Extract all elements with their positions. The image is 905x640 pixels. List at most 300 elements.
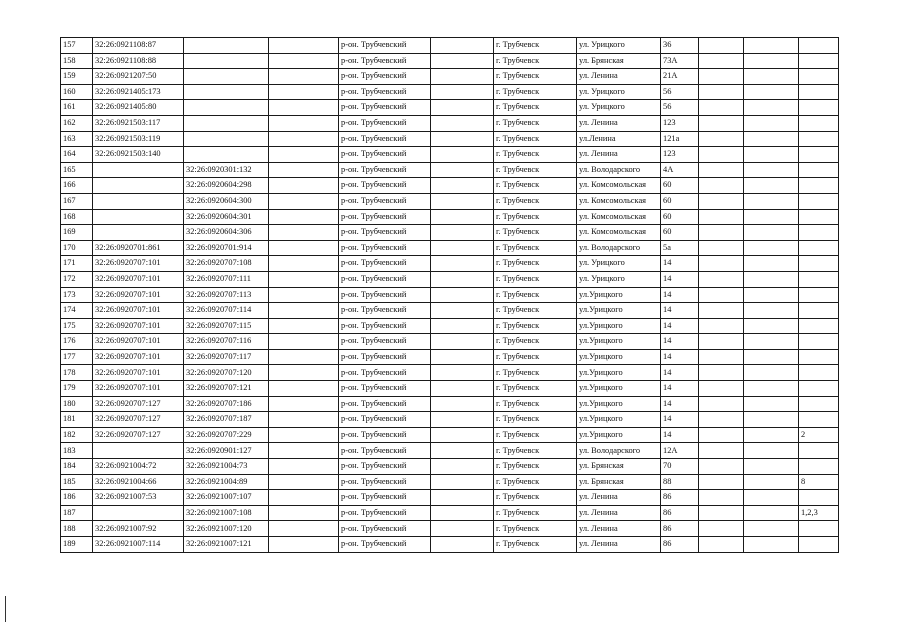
town-cell: г. Трубчевск [494,427,577,443]
district-cell: р-он. Трубчевский [339,490,431,506]
row-number-cell: 166 [61,178,93,194]
empty-cell-11 [744,381,799,397]
empty-cell-10 [699,38,744,54]
district-cell: р-он. Трубчевский [339,474,431,490]
town-cell: г. Трубчевск [494,474,577,490]
town-cell: г. Трубчевск [494,318,577,334]
town-cell: г. Трубчевск [494,443,577,459]
notes-cell: 2 [799,427,839,443]
cadastral-number-cell [93,209,184,225]
street-cell: ул. Комсомольская [577,193,661,209]
row-number-cell: 181 [61,412,93,428]
empty-cell-10 [699,115,744,131]
row-number-cell: 187 [61,505,93,521]
row-number-cell: 188 [61,521,93,537]
notes-cell [799,537,839,553]
cadastral-number-2-cell: 32:26:0921007:108 [184,505,269,521]
district-cell: р-он. Трубчевский [339,287,431,303]
town-cell: г. Трубчевск [494,271,577,287]
empty-cell-6 [431,147,494,163]
notes-cell [799,349,839,365]
empty-cell-4 [269,303,339,319]
empty-cell-10 [699,459,744,475]
empty-cell-10 [699,53,744,69]
table-row [61,38,839,54]
empty-cell-10 [699,505,744,521]
empty-cell-4 [269,412,339,428]
empty-cell-6 [431,178,494,194]
house-number-cell: 60 [661,209,699,225]
empty-cell-10 [699,427,744,443]
district-cell: р-он. Трубчевский [339,349,431,365]
row-number-cell: 169 [61,225,93,241]
cadastral-number-2-cell: 32:26:0920707:186 [184,396,269,412]
town-cell: г. Трубчевск [494,537,577,553]
empty-cell-10 [699,162,744,178]
street-cell: ул. Ленина [577,521,661,537]
table-row [61,131,839,147]
street-cell: ул.Урицкого [577,412,661,428]
notes-cell [799,412,839,428]
row-number-cell: 184 [61,459,93,475]
district-cell: р-он. Трубчевский [339,69,431,85]
empty-cell-4 [269,131,339,147]
cadastral-number-cell: 32:26:0921007:114 [93,537,184,553]
empty-cell-10 [699,240,744,256]
district-cell: р-он. Трубчевский [339,115,431,131]
house-number-cell: 86 [661,490,699,506]
district-cell: р-он. Трубчевский [339,178,431,194]
empty-cell-10 [699,131,744,147]
house-number-cell: 70 [661,459,699,475]
street-cell: ул.Ленина [577,131,661,147]
district-cell: р-он. Трубчевский [339,365,431,381]
notes-cell [799,381,839,397]
town-cell: г. Трубчевск [494,225,577,241]
empty-cell-6 [431,162,494,178]
cadastral-number-cell: 32:26:0921503:140 [93,147,184,163]
empty-cell-6 [431,490,494,506]
empty-cell-10 [699,443,744,459]
district-cell: р-он. Трубчевский [339,459,431,475]
empty-cell-4 [269,271,339,287]
notes-cell [799,318,839,334]
table-row [61,100,839,116]
town-cell: г. Трубчевск [494,193,577,209]
street-cell: ул.Урицкого [577,381,661,397]
empty-cell-6 [431,84,494,100]
empty-cell-4 [269,38,339,54]
street-cell: ул.Урицкого [577,396,661,412]
street-cell: ул.Урицкого [577,349,661,365]
empty-cell-6 [431,240,494,256]
notes-cell: 1,2,3 [799,505,839,521]
cadastral-number-cell [93,162,184,178]
cadastral-number-2-cell: 32:26:0920604:306 [184,225,269,241]
table-row [61,115,839,131]
cadastral-number-2-cell: 32:26:0920707:120 [184,365,269,381]
cadastral-number-2-cell: 32:26:0920707:108 [184,256,269,272]
town-cell: г. Трубчевск [494,303,577,319]
empty-cell-6 [431,474,494,490]
table-row [61,521,839,537]
empty-cell-4 [269,349,339,365]
empty-cell-6 [431,303,494,319]
cadastral-number-cell: 32:26:0920707:101 [93,256,184,272]
district-cell: р-он. Трубчевский [339,318,431,334]
house-number-cell: 14 [661,396,699,412]
notes-cell [799,131,839,147]
house-number-cell: 21А [661,69,699,85]
empty-cell-6 [431,287,494,303]
table-row [61,69,839,85]
empty-cell-6 [431,318,494,334]
cadastral-number-2-cell: 32:26:0920901:127 [184,443,269,459]
empty-cell-11 [744,537,799,553]
empty-cell-11 [744,427,799,443]
empty-cell-4 [269,443,339,459]
notes-cell [799,521,839,537]
cadastral-number-2-cell [184,131,269,147]
empty-cell-4 [269,256,339,272]
cadastral-number-cell: 32:26:0921503:119 [93,131,184,147]
empty-cell-10 [699,334,744,350]
town-cell: г. Трубчевск [494,53,577,69]
row-number-cell: 175 [61,318,93,334]
empty-cell-11 [744,53,799,69]
cadastral-number-2-cell: 32:26:0920701:914 [184,240,269,256]
row-number-cell: 176 [61,334,93,350]
street-cell: ул. Брянская [577,459,661,475]
notes-cell [799,365,839,381]
town-cell: г. Трубчевск [494,349,577,365]
empty-cell-4 [269,209,339,225]
row-number-cell: 186 [61,490,93,506]
table-row [61,271,839,287]
table-row [61,240,839,256]
empty-cell-4 [269,427,339,443]
street-cell: ул.Урицкого [577,318,661,334]
empty-cell-11 [744,287,799,303]
cadastral-number-2-cell: 32:26:0921004:73 [184,459,269,475]
district-cell: р-он. Трубчевский [339,537,431,553]
table-row [61,537,839,553]
notes-cell [799,443,839,459]
street-cell: ул.Урицкого [577,303,661,319]
house-number-cell: 14 [661,412,699,428]
table-row [61,365,839,381]
empty-cell-11 [744,412,799,428]
empty-cell-4 [269,178,339,194]
register-table [60,37,839,553]
empty-cell-11 [744,69,799,85]
town-cell: г. Трубчевск [494,490,577,506]
empty-cell-11 [744,349,799,365]
notes-cell [799,162,839,178]
house-number-cell: 14 [661,349,699,365]
empty-cell-6 [431,193,494,209]
row-number-cell: 180 [61,396,93,412]
town-cell: г. Трубчевск [494,178,577,194]
empty-cell-6 [431,225,494,241]
cadastral-number-cell: 32:26:0921004:72 [93,459,184,475]
house-number-cell: 14 [661,318,699,334]
house-number-cell: 86 [661,521,699,537]
town-cell: г. Трубчевск [494,505,577,521]
empty-cell-6 [431,521,494,537]
house-number-cell: 56 [661,84,699,100]
empty-cell-4 [269,334,339,350]
table-row [61,318,839,334]
street-cell: ул. Володарского [577,240,661,256]
table-row [61,459,839,475]
cadastral-number-2-cell: 32:26:0920707:115 [184,318,269,334]
empty-cell-11 [744,365,799,381]
empty-cell-11 [744,100,799,116]
cadastral-number-cell: 32:26:0920707:101 [93,287,184,303]
empty-cell-10 [699,537,744,553]
town-cell: г. Трубчевск [494,365,577,381]
notes-cell: 8 [799,474,839,490]
empty-cell-11 [744,225,799,241]
row-number-cell: 173 [61,287,93,303]
town-cell: г. Трубчевск [494,240,577,256]
notes-cell [799,209,839,225]
table-row [61,256,839,272]
street-cell: ул. Володарского [577,162,661,178]
empty-cell-11 [744,84,799,100]
empty-cell-11 [744,193,799,209]
house-number-cell: 14 [661,256,699,272]
empty-cell-4 [269,459,339,475]
empty-cell-4 [269,521,339,537]
notes-cell [799,115,839,131]
cadastral-number-2-cell: 32:26:0920604:300 [184,193,269,209]
table-row [61,412,839,428]
house-number-cell: 14 [661,381,699,397]
street-cell: ул. Урицкого [577,84,661,100]
cadastral-number-cell: 32:26:0920707:127 [93,427,184,443]
cadastral-number-2-cell [184,115,269,131]
cadastral-number-cell: 32:26:0920707:101 [93,303,184,319]
empty-cell-6 [431,365,494,381]
cadastral-number-cell: 32:26:0920707:101 [93,318,184,334]
row-number-cell: 163 [61,131,93,147]
empty-cell-4 [269,240,339,256]
cadastral-number-cell [93,443,184,459]
notes-cell [799,69,839,85]
table-row [61,490,839,506]
cadastral-number-2-cell: 32:26:0920301:132 [184,162,269,178]
town-cell: г. Трубчевск [494,162,577,178]
town-cell: г. Трубчевск [494,334,577,350]
empty-cell-10 [699,349,744,365]
house-number-cell: 36 [661,38,699,54]
empty-cell-6 [431,427,494,443]
empty-cell-11 [744,505,799,521]
empty-cell-10 [699,303,744,319]
street-cell: ул. Урицкого [577,271,661,287]
street-cell: ул. Брянская [577,474,661,490]
cadastral-number-cell: 32:26:0921405:80 [93,100,184,116]
notes-cell [799,225,839,241]
cadastral-number-cell: 32:26:0921503:117 [93,115,184,131]
cadastral-number-cell: 32:26:0920707:101 [93,334,184,350]
cadastral-number-2-cell: 32:26:0920707:117 [184,349,269,365]
empty-cell-4 [269,193,339,209]
table-row [61,178,839,194]
empty-cell-4 [269,537,339,553]
row-number-cell: 158 [61,53,93,69]
street-cell: ул. Комсомольская [577,178,661,194]
district-cell: р-он. Трубчевский [339,84,431,100]
district-cell: р-он. Трубчевский [339,427,431,443]
house-number-cell: 123 [661,147,699,163]
table-row [61,53,839,69]
street-cell: ул. Урицкого [577,100,661,116]
row-number-cell: 168 [61,209,93,225]
empty-cell-10 [699,474,744,490]
district-cell: р-он. Трубчевский [339,193,431,209]
table-row [61,381,839,397]
cadastral-number-2-cell [184,69,269,85]
empty-cell-10 [699,178,744,194]
empty-cell-11 [744,240,799,256]
district-cell: р-он. Трубчевский [339,240,431,256]
cadastral-number-2-cell: 32:26:0920707:113 [184,287,269,303]
empty-cell-10 [699,490,744,506]
house-number-cell: 4А [661,162,699,178]
district-cell: р-он. Трубчевский [339,303,431,319]
empty-cell-6 [431,100,494,116]
town-cell: г. Трубчевск [494,459,577,475]
town-cell: г. Трубчевск [494,209,577,225]
town-cell: г. Трубчевск [494,84,577,100]
empty-cell-6 [431,53,494,69]
cadastral-number-cell: 32:26:0920707:101 [93,365,184,381]
empty-cell-4 [269,225,339,241]
street-cell: ул.Урицкого [577,365,661,381]
street-cell: ул. Урицкого [577,256,661,272]
cadastral-number-2-cell: 32:26:0920707:114 [184,303,269,319]
empty-cell-10 [699,287,744,303]
district-cell: р-он. Трубчевский [339,131,431,147]
empty-cell-11 [744,318,799,334]
empty-cell-6 [431,256,494,272]
street-cell: ул.Урицкого [577,427,661,443]
house-number-cell: 14 [661,365,699,381]
empty-cell-11 [744,334,799,350]
town-cell: г. Трубчевск [494,256,577,272]
district-cell: р-он. Трубчевский [339,209,431,225]
cadastral-number-cell: 32:26:0920707:101 [93,381,184,397]
district-cell: р-он. Трубчевский [339,162,431,178]
district-cell: р-он. Трубчевский [339,147,431,163]
notes-cell [799,193,839,209]
table-row [61,193,839,209]
street-cell: ул. Ленина [577,115,661,131]
cadastral-number-cell: 32:26:0921007:92 [93,521,184,537]
district-cell: р-он. Трубчевский [339,100,431,116]
house-number-cell: 86 [661,505,699,521]
district-cell: р-он. Трубчевский [339,396,431,412]
row-number-cell: 162 [61,115,93,131]
town-cell: г. Трубчевск [494,521,577,537]
empty-cell-6 [431,349,494,365]
cadastral-number-2-cell: 32:26:0920604:301 [184,209,269,225]
notes-cell [799,84,839,100]
row-number-cell: 174 [61,303,93,319]
house-number-cell: 14 [661,427,699,443]
empty-cell-4 [269,318,339,334]
district-cell: р-он. Трубчевский [339,521,431,537]
row-number-cell: 160 [61,84,93,100]
empty-cell-11 [744,115,799,131]
cadastral-number-cell: 32:26:0921108:88 [93,53,184,69]
empty-cell-11 [744,271,799,287]
empty-cell-4 [269,69,339,85]
cadastral-number-cell: 32:26:0920707:127 [93,412,184,428]
table-row [61,162,839,178]
house-number-cell: 121а [661,131,699,147]
table-row [61,225,839,241]
table-row [61,287,839,303]
empty-cell-6 [431,412,494,428]
row-number-cell: 182 [61,427,93,443]
empty-cell-4 [269,474,339,490]
house-number-cell: 60 [661,225,699,241]
house-number-cell: 5а [661,240,699,256]
street-cell: ул. Ленина [577,69,661,85]
empty-cell-11 [744,131,799,147]
house-number-cell: 86 [661,537,699,553]
cadastral-number-2-cell: 32:26:0921004:89 [184,474,269,490]
empty-cell-10 [699,147,744,163]
cadastral-number-cell [93,193,184,209]
row-number-cell: 167 [61,193,93,209]
empty-cell-6 [431,396,494,412]
empty-cell-10 [699,318,744,334]
empty-cell-6 [431,459,494,475]
district-cell: р-он. Трубчевский [339,53,431,69]
cadastral-number-2-cell: 32:26:0920707:187 [184,412,269,428]
cadastral-number-cell [93,505,184,521]
cadastral-number-cell: 32:26:0921108:87 [93,38,184,54]
town-cell: г. Трубчевск [494,38,577,54]
house-number-cell: 60 [661,193,699,209]
street-cell: ул. Брянская [577,53,661,69]
empty-cell-11 [744,459,799,475]
cadastral-number-2-cell [184,53,269,69]
cadastral-number-cell: 32:26:0920707:101 [93,349,184,365]
row-number-cell: 171 [61,256,93,272]
empty-cell-11 [744,38,799,54]
town-cell: г. Трубчевск [494,287,577,303]
town-cell: г. Трубчевск [494,147,577,163]
district-cell: р-он. Трубчевский [339,225,431,241]
empty-cell-10 [699,256,744,272]
empty-cell-11 [744,162,799,178]
notes-cell [799,178,839,194]
cadastral-number-2-cell: 32:26:0921007:120 [184,521,269,537]
town-cell: г. Трубчевск [494,100,577,116]
empty-cell-4 [269,147,339,163]
cadastral-number-cell: 32:26:0921405:173 [93,84,184,100]
cadastral-number-cell [93,225,184,241]
empty-cell-11 [744,396,799,412]
empty-cell-6 [431,115,494,131]
district-cell: р-он. Трубчевский [339,443,431,459]
